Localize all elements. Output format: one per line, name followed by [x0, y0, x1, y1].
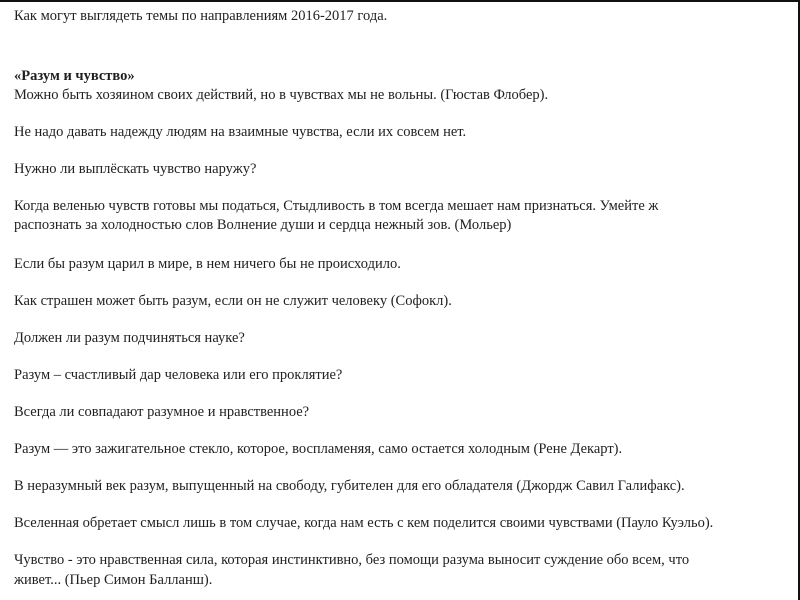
text-line: Нужно ли выплёскать чувство наружу? — [14, 161, 257, 177]
section-heading: «Разум и чувство» — [14, 68, 135, 84]
top-border — [0, 0, 800, 2]
text-line: живет... (Пьер Симон Балланш). — [14, 572, 213, 588]
text-line: Вселенная обретает смысл лишь в том случае, когда нам есть с кем поделится своими чувствами (Пауло Куэльо). — [14, 515, 714, 531]
text-line: Не надо давать надежду людям на взаимные чувства, если их совсем нет. — [14, 124, 467, 140]
text-line: Должен ли разум подчиняться науке? — [14, 330, 245, 346]
text-line: Чувство - это нравственная сила, которая инстинктивно, без помощи разума выносит суждение обо всем, что — [14, 552, 690, 568]
text-line: Разум — это зажигательное стекло, которое, воспламеняя, само остается холодным (Рене Декарт). — [14, 441, 623, 457]
document-title: Как могут выглядеть темы по направлениям 2016-2017 года. — [14, 8, 388, 24]
text-line: распознать за холодностью слов Волнение души и сердца нежный зов. (Мольер) — [14, 217, 512, 233]
text-line: В неразумный век разум, выпущенный на свободу, губителен для его обладателя (Джордж Савил Галифакс). — [14, 478, 685, 494]
text-line: Разум – счастливый дар человека или его проклятие? — [14, 367, 343, 383]
text-line: Когда веленью чувств готовы мы податься, Стыдливость в том всегда мешает нам признаться. Умейте ж — [14, 198, 659, 214]
text-line: Можно быть хозяином своих действий, но в чувствах мы не вольны. (Гюстав Флобер). — [14, 87, 549, 103]
text-line: Как страшен может быть разум, если он не служит человеку (Софокл). — [14, 293, 452, 309]
text-line: Если бы разум царил в мире, в нем ничего бы не происходило. — [14, 256, 401, 272]
text-line: Всегда ли совпадают разумное и нравственное? — [14, 404, 310, 420]
